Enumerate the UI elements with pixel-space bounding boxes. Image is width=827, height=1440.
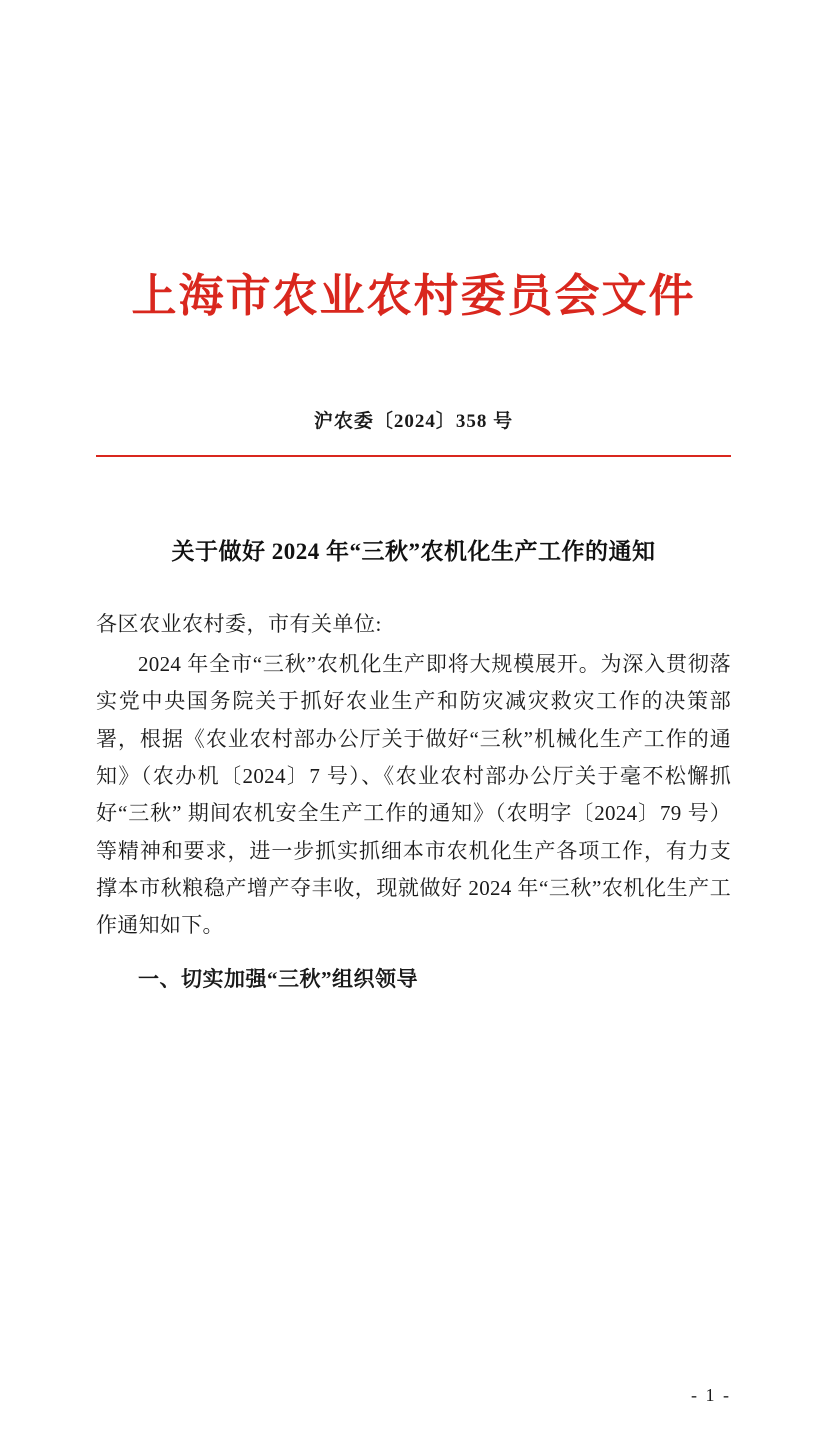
document-masthead: 上海市农业农村委员会文件 — [131, 269, 696, 322]
salutation-line: 各区农业农村委，市有关单位: — [96, 611, 382, 636]
red-divider-rule — [96, 455, 731, 457]
document-title: 关于做好 2024 年“三秋”农机化生产工作的通知 — [171, 538, 656, 564]
page-number-footer: - 1 - — [691, 1385, 731, 1405]
body-paragraph: 2024 年全市“三秋”农机化生产即将大规模展开。为深入贯彻落实党中央国务院关于抓好农业生产和防灾减灾救灾工作的决策部署，根据《农业农村部办公厅关于做好“三秋”机械化生产工作的通知》（农办机〔2024〕7 号）、《农业农村部办公厅关于毫不松懈抓好“三秋” 期间农机安全生产工作的通知》（农明字〔2024〕79 号）等精神和要求，进一步抓实抓细本市农机化生产各项工作，有力支撑本市秋粮稳产增产夺丰收，现就做好 2024 年“三秋”农机化生产工作通知如下。 — [96, 651, 731, 938]
document-page — [0, 270, 827, 1440]
document-number: 沪农委〔2024〕358 号 — [313, 410, 514, 432]
section-heading-one: 一、切实加强“三秋”组织领导 — [138, 966, 418, 991]
